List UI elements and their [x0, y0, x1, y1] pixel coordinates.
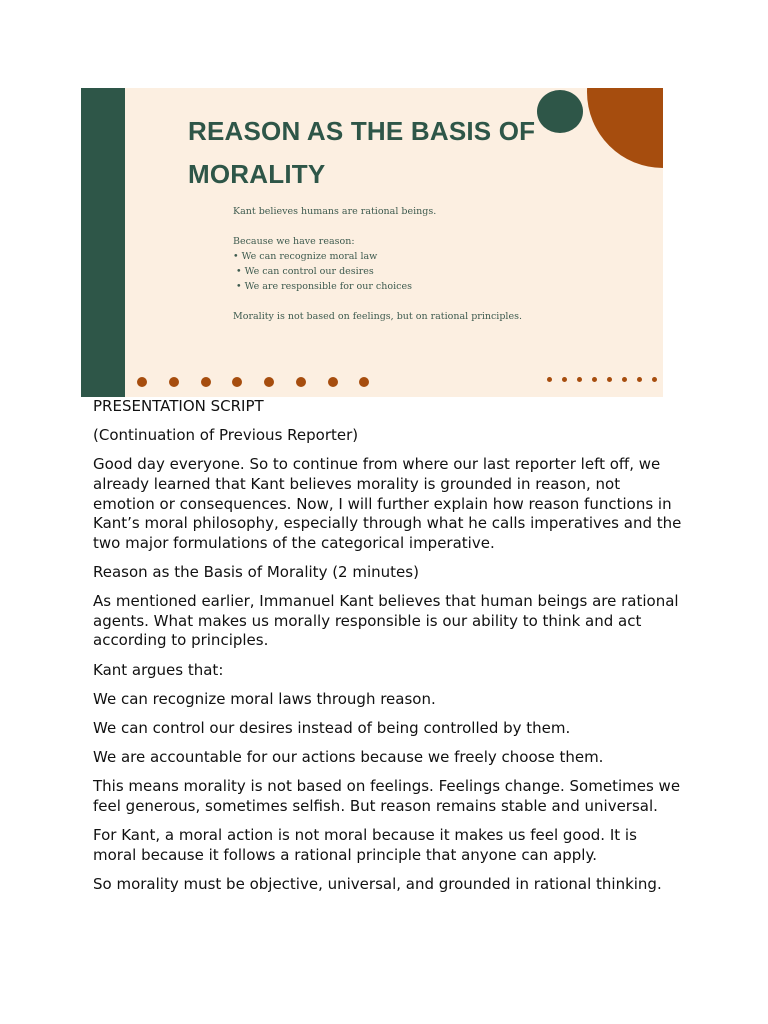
- paragraph: Kant argues that:: [93, 660, 224, 679]
- decor-dot: [547, 377, 552, 382]
- slide-bullet: • We are responsible for our choices: [236, 281, 412, 292]
- paragraph: We are accountable for our actions because we freely choose them.: [93, 748, 604, 767]
- decor-dot: [264, 377, 274, 387]
- decor-dot: [296, 377, 306, 387]
- document-subheading: (Continuation of Previous Reporter): [93, 426, 359, 445]
- slide-closing: Morality is not based on feelings, but on rational principles.: [233, 311, 522, 322]
- paragraph: So morality must be objective, universal, and grounded in rational thinking.: [93, 874, 662, 893]
- document-heading: PRESENTATION SCRIPT: [93, 397, 264, 415]
- paragraph: As mentioned earlier, Immanuel Kant believes that human beings are rational agents. What makes us morally responsible is our ability to think and act according to principles.: [93, 592, 679, 650]
- decor-dot: [232, 377, 242, 387]
- paragraph: We can recognize moral laws through reason.: [93, 689, 436, 708]
- slide-title: REASON AS THE BASIS OF MORALITY: [188, 116, 536, 189]
- decor-dot: [201, 377, 211, 387]
- paragraph: Good day everyone. So to continue from where our last reporter left off, we already learned that Kant believes morality is grounded in reason, not emotion or consequences. Now, I will further explain how reason functions in Kant’s moral philosophy, especially through what he calls imperatives and the two major formulations of the categorical imperative.: [93, 455, 682, 552]
- slide-body: [233, 204, 563, 324]
- slide-bullet: • We can recognize moral law: [233, 251, 378, 262]
- decor-dot: [577, 377, 582, 382]
- slide-image: [81, 88, 663, 397]
- paragraph: For Kant, a moral action is not moral because it makes us feel good. It is moral because it follows a rational principle that anyone can apply.: [93, 826, 637, 864]
- decor-dot: [169, 377, 179, 387]
- decor-dot: [652, 377, 657, 382]
- decor-dot: [637, 377, 642, 382]
- decor-dot: [562, 377, 567, 382]
- paragraph: This means morality is not based on feelings. Feelings change. Sometimes we feel generous, sometimes selfish. But reason remains stable and universal.: [93, 777, 681, 815]
- slide-green-bar: [81, 88, 125, 397]
- paragraph: We can control our desires instead of being controlled by them.: [93, 718, 571, 737]
- decor-dot: [137, 377, 147, 387]
- slide-lead: Because we have reason:: [233, 236, 355, 247]
- decor-dot: [359, 377, 369, 387]
- decor-dot: [622, 377, 627, 382]
- decor-dot: [328, 377, 338, 387]
- document-body: [93, 397, 683, 904]
- slide-intro: Kant believes humans are rational beings.: [233, 206, 437, 217]
- slide-bullet: • We can control our desires: [236, 266, 374, 277]
- decor-dot: [592, 377, 597, 382]
- decor-dot: [607, 377, 612, 382]
- orange-circle-decoration: [587, 88, 663, 168]
- section-heading: Reason as the Basis of Morality (2 minutes): [93, 562, 419, 581]
